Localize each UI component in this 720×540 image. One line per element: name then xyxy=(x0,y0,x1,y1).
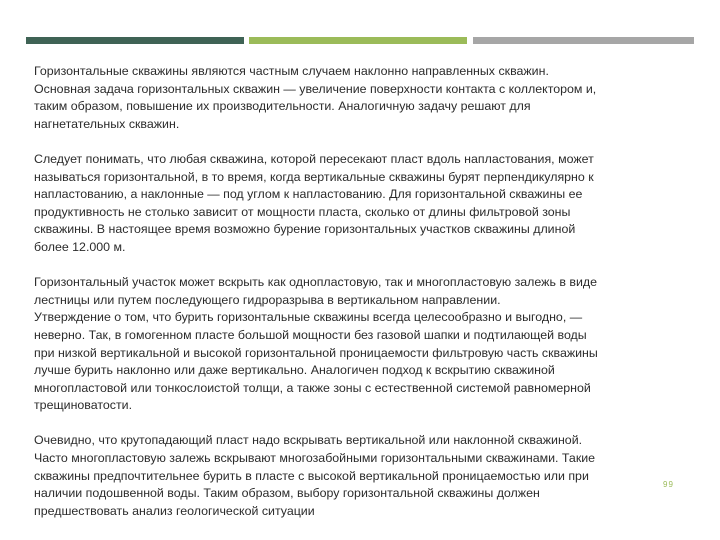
top-bar-gray xyxy=(473,37,694,44)
paragraph-reservoir-opening: Горизонтальный участок может вскрыть как однопластовую, так и многопластовую залежь в виде лестницы или путем последующего гидроразрыва в вертикальном направлении. Утверждение о том, что бурить горизонтальные скважины всегда целесообразно и выгодно, — неверно. Так, в гомогенном пласте большой мощности без газовой шапки и подтилающей воды при низкой вертикальной и высокой горизонтальной проницаемости фильтровую часть скважины лучше бурить наклонно или даже вертикально. Аналогичен подход к вскрытию скважиной многопластовой или тонкослоистой толщи, а также зоны с естественной системой равномерной трещиноватости. xyxy=(34,275,598,413)
paragraph-well-orientation: Следует понимать, что любая скважина, которой пересекают пласт вдоль напластования, может называться горизонтальной, в то время, когда вертикальные скважины бурят перпендикулярно к напластованию, а наклонные — под углом к напластованию. Для горизонтальной скважины ее продуктивность не столько зависит от мощности пласта, сколько от длины фильтровой зоны скважины. В настоящее время возможно бурение горизонтальных участков скважины длиной более 12.000 м. xyxy=(34,151,594,254)
slide-body xyxy=(34,63,679,520)
top-bar-green xyxy=(249,37,467,44)
page-number: 99 xyxy=(663,480,674,489)
top-bar-dark xyxy=(26,37,244,44)
paragraph-steep-reservoir: Очевидно, что крутопадающий пласт надо вскрывать вертикальной или наклонной скважиной. Часто многопластовую залежь вскрывают многозабойными горизонтальными скважинами. Такие скважины предпочтительнее бурить в пласте с высокой вертикальной проницаемостью или при наличии подошвенной воды. Таким образом, выбору горизонтальной скважины должен предшествовать анализ геологической ситуации xyxy=(34,433,596,518)
paragraph-horizontal-wells-intro: Горизонтальные скважины являются частным случаем наклонно направленных скважин. Основная задача горизонтальных скважин — увеличение поверхности контакта с коллектором и, таким образом, повышение их производительности. Аналогичную задачу решают для нагнетательных скважин. xyxy=(34,64,597,131)
top-decorative-bars xyxy=(26,37,694,44)
